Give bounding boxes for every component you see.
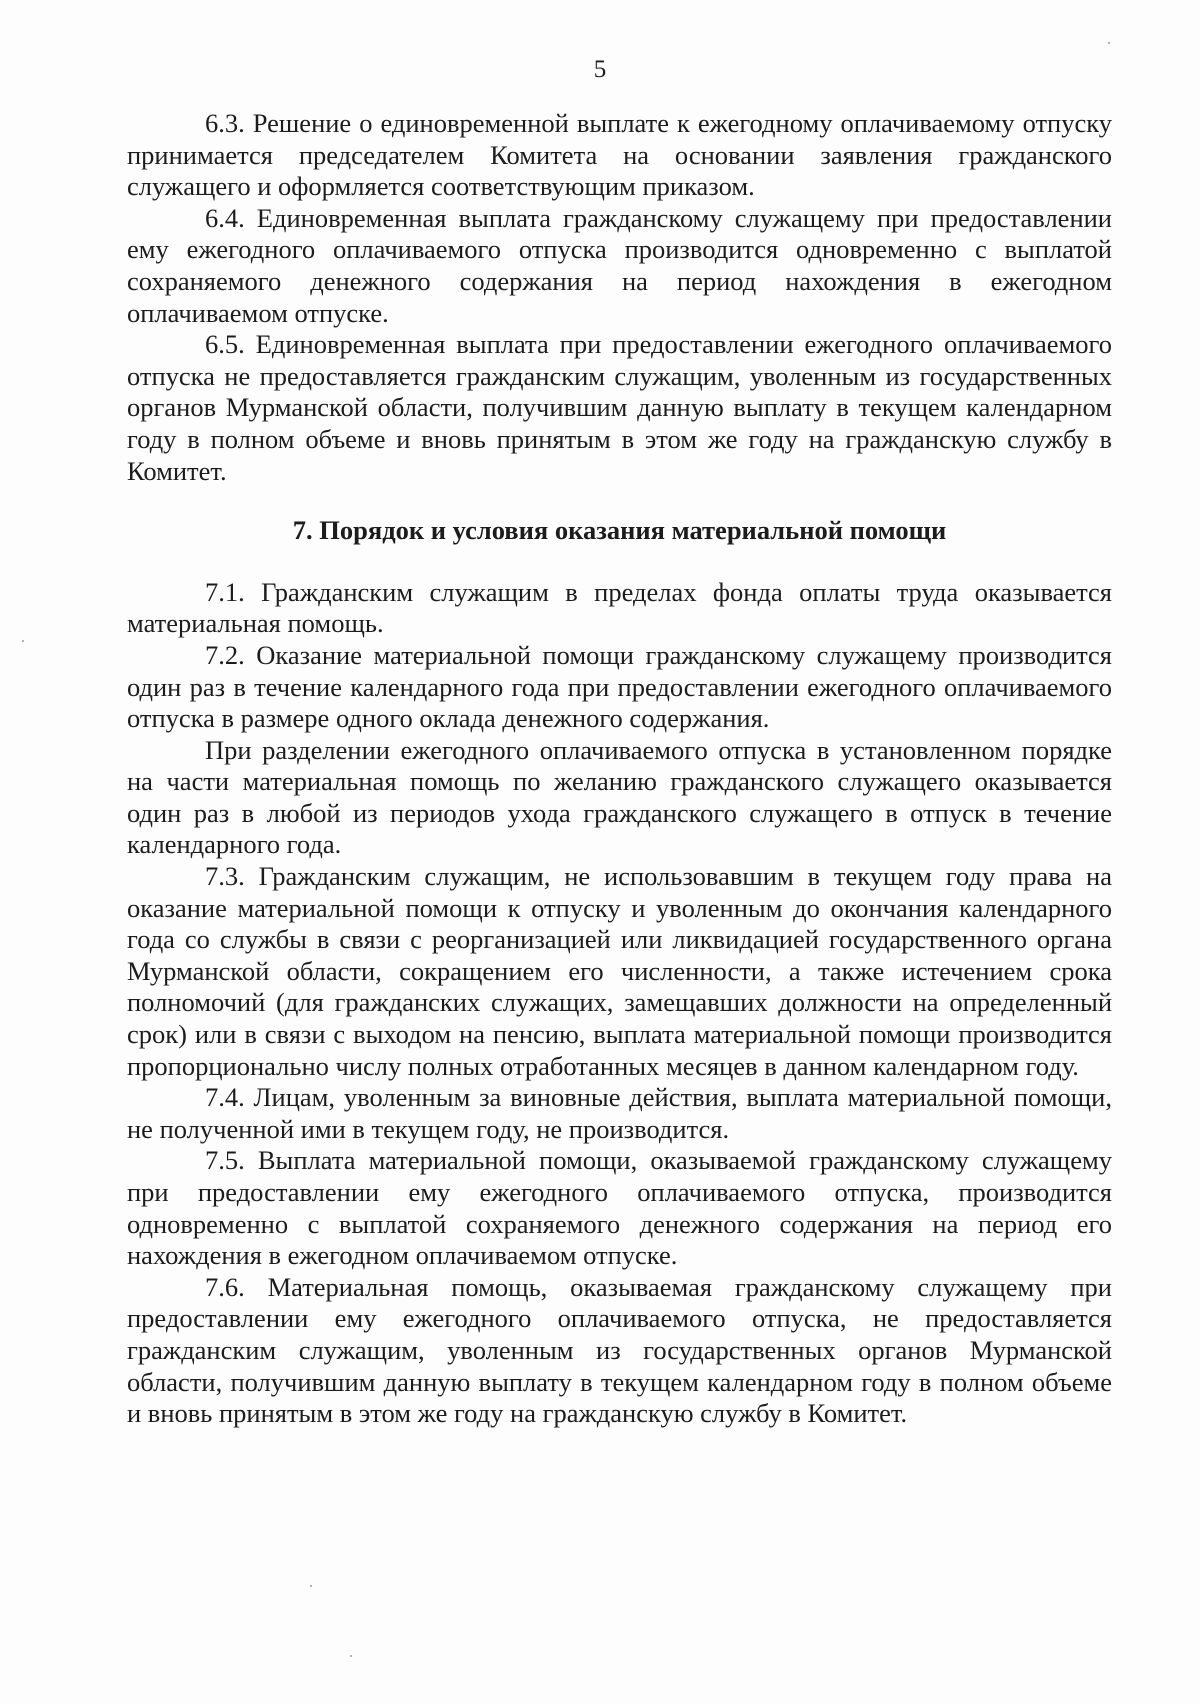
paragraph-7-4: 7.4. Лицам, уволенным за виновные действия, выплата материальной помощи, не полученной ими в текущем году, не производится.	[127, 1082, 1112, 1144]
paragraph-7-5: 7.5. Выплата материальной помощи, оказываемой гражданскому служащему при предоставлении ему ежегодного оплачиваемого отпуска, производится одновременно с выплатой сохраняемого денежного содержания на период его нахождения в ежегодном оплачиваемом отпуске.	[127, 1145, 1112, 1271]
paragraph-6-3: 6.3. Решение о единовременной выплате к ежегодному оплачиваемому отпуску принимается председателем Комитета на основании заявления гражданского служащего и оформляется соответствующим приказом.	[127, 108, 1112, 202]
paragraph-7-1: 7.1. Гражданским служащим в пределах фонда оплаты труда оказывается материальная помощь.	[127, 576, 1112, 639]
paragraph-7-2-continued: При разделении ежегодного оплачиваемого отпуска в установленном порядке на части материальная помощь по желанию гражданского служащего оказывается один раз в любой из периодов ухода гражданского служащего в отпуск в течение календарного года.	[127, 734, 1112, 860]
paragraph-7-2: 7.2. Оказание материальной помощи гражданскому служащему производится один раз в течение календарного года при предоставлении ежегодного оплачиваемого отпуска в размере одного оклада денежного содержания.	[127, 639, 1112, 734]
scan-speck	[22, 640, 24, 642]
scan-speck	[1108, 42, 1110, 44]
scan-speck	[350, 1655, 352, 1657]
document-body	[127, 108, 1112, 1430]
paragraph-6-4: 6.4. Единовременная выплата гражданскому служащему при предоставлении ему ежегодного оплачиваемого отпуска производится одновременно с выплатой сохраняемого денежного содержания на период нахождения в ежегодном оплачиваемом отпуске.	[127, 202, 1112, 328]
page-number: 5	[593, 56, 607, 83]
paragraph-7-6: 7.6. Материальная помощь, оказываемая гражданскому служащему при предоставлении ему ежегодного оплачиваемого отпуска, не предоставляется гражданским служащим, уволенным из государственных органов Мурманской области, получившим данную выплату в текущем календарном году в полном объеме и вновь принятым в этом же году на гражданскую службу в Комитет.	[127, 1271, 1112, 1429]
paragraph-6-5: 6.5. Единовременная выплата при предоставлении ежегодного оплачиваемого отпуска не предоставляется гражданским служащим, уволенным из государственных органов Мурманской области, получившим данную выплату в текущем календарном году в полном объеме и вновь принятым в этом же году на гражданскую службу в Комитет.	[127, 329, 1112, 486]
scan-speck	[310, 1585, 312, 1587]
paragraph-7-3: 7.3. Гражданским служащим, не использовавшим в текущем году права на оказание материальной помощи к отпуску и уволенным до окончания календарного года со службы в связи с реорганизацией или ликвидацией государственного органа Мурманской области, сокращением его численности, а также истечением срока полномочий (для гражданских служащих, замещавших должности на определенный срок) или в связи с выходом на пенсию, выплата материальной помощи производится пропорционально числу полных отработанных месяцев в данном календарном году.	[127, 861, 1112, 1081]
section-7-heading: 7. Порядок и условия оказания материальной помощи	[292, 515, 947, 546]
